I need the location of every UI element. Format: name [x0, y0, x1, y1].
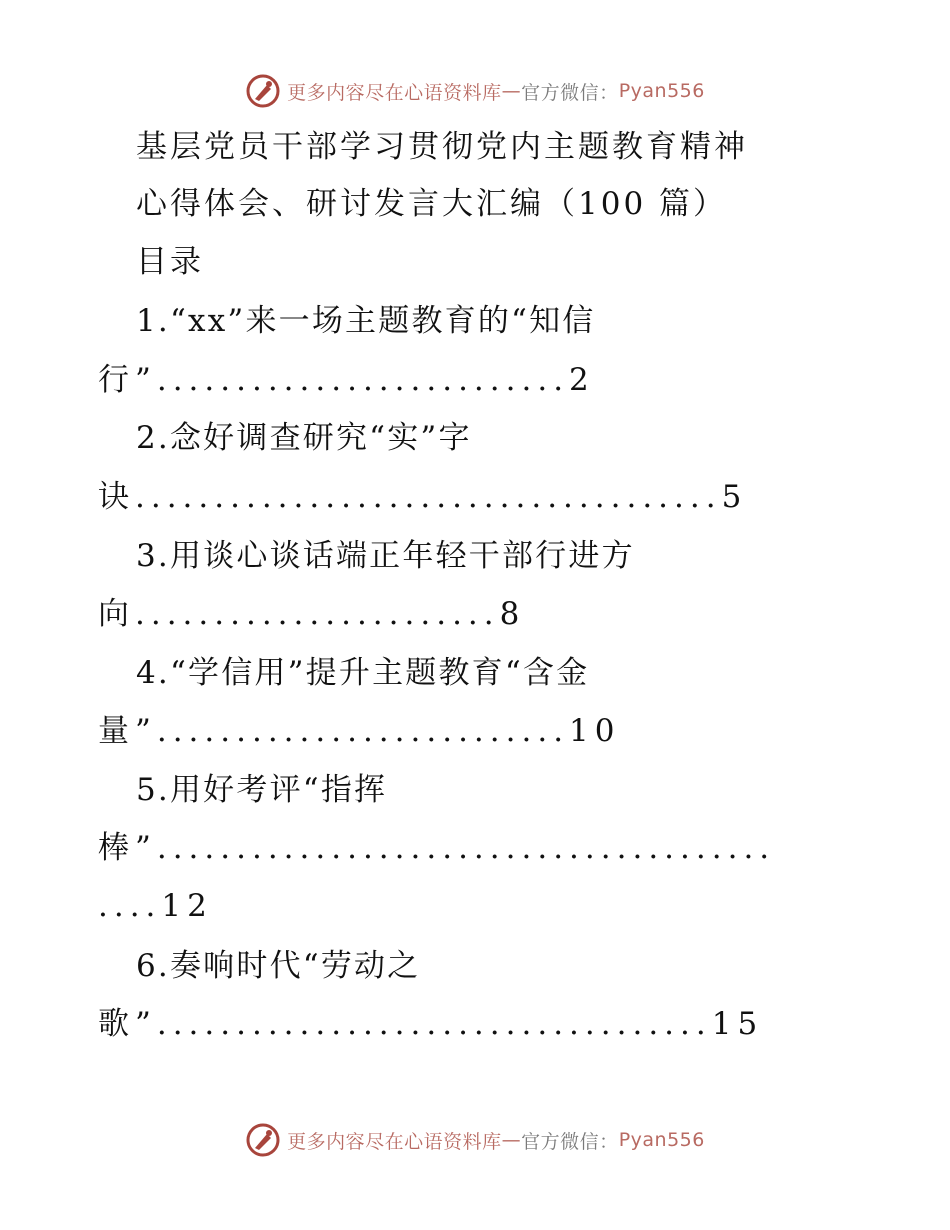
footer-watermark	[0, 1120, 950, 1160]
toc-heading: 目录	[136, 244, 204, 280]
watermark-dash: —	[501, 1129, 522, 1151]
watermark-dash: —	[501, 80, 522, 102]
watermark-wechat-label: 官方微信：	[521, 1130, 619, 1153]
toc-item-6-title[interactable]: 6.奏响时代“劳动之	[136, 948, 421, 984]
watermark-wechat-label: 官方微信：	[521, 81, 619, 104]
toc-item-2-title[interactable]: 2.念好调查研究“实”字	[136, 420, 472, 456]
watermark-wechat-id: Pyan556	[618, 80, 705, 102]
pen-nib-icon	[245, 1122, 281, 1158]
toc-item-4-page[interactable]: 量”..........................10	[98, 713, 621, 749]
toc-item-4-title[interactable]: 4.“学信用”提升主题教育“含金	[136, 655, 590, 691]
header-watermark	[0, 71, 950, 111]
toc-item-5-title[interactable]: 5.用好考评“指挥	[136, 772, 388, 808]
toc-item-3-page[interactable]: 向.......................8	[98, 596, 526, 632]
toc-item-5-page[interactable]: ....12	[98, 888, 213, 924]
toc-item-5-dots[interactable]: 棒”.......................................	[98, 830, 776, 866]
watermark-text: 更多内容尽在心语资料库	[287, 1130, 502, 1153]
pen-nib-icon	[245, 73, 281, 109]
toc-item-1-title[interactable]: 1.“xx”来一场主题教育的“知信	[136, 303, 596, 339]
toc-item-2-page[interactable]: 诀.....................................5	[98, 479, 748, 515]
toc-item-6-page[interactable]: 歌”...................................15	[98, 1006, 764, 1042]
document-title-line-2: 心得体会、研讨发言大汇编（100 篇）	[136, 186, 728, 222]
toc-item-3-title[interactable]: 3.用谈心谈话端正年轻干部行进方	[136, 538, 635, 574]
document-title-line-1: 基层党员干部学习贯彻党内主题教育精神	[136, 129, 748, 165]
watermark-text: 更多内容尽在心语资料库	[287, 81, 502, 104]
watermark-wechat-id: Pyan556	[618, 1129, 705, 1151]
toc-item-1-page[interactable]: 行”..........................2	[98, 362, 595, 398]
